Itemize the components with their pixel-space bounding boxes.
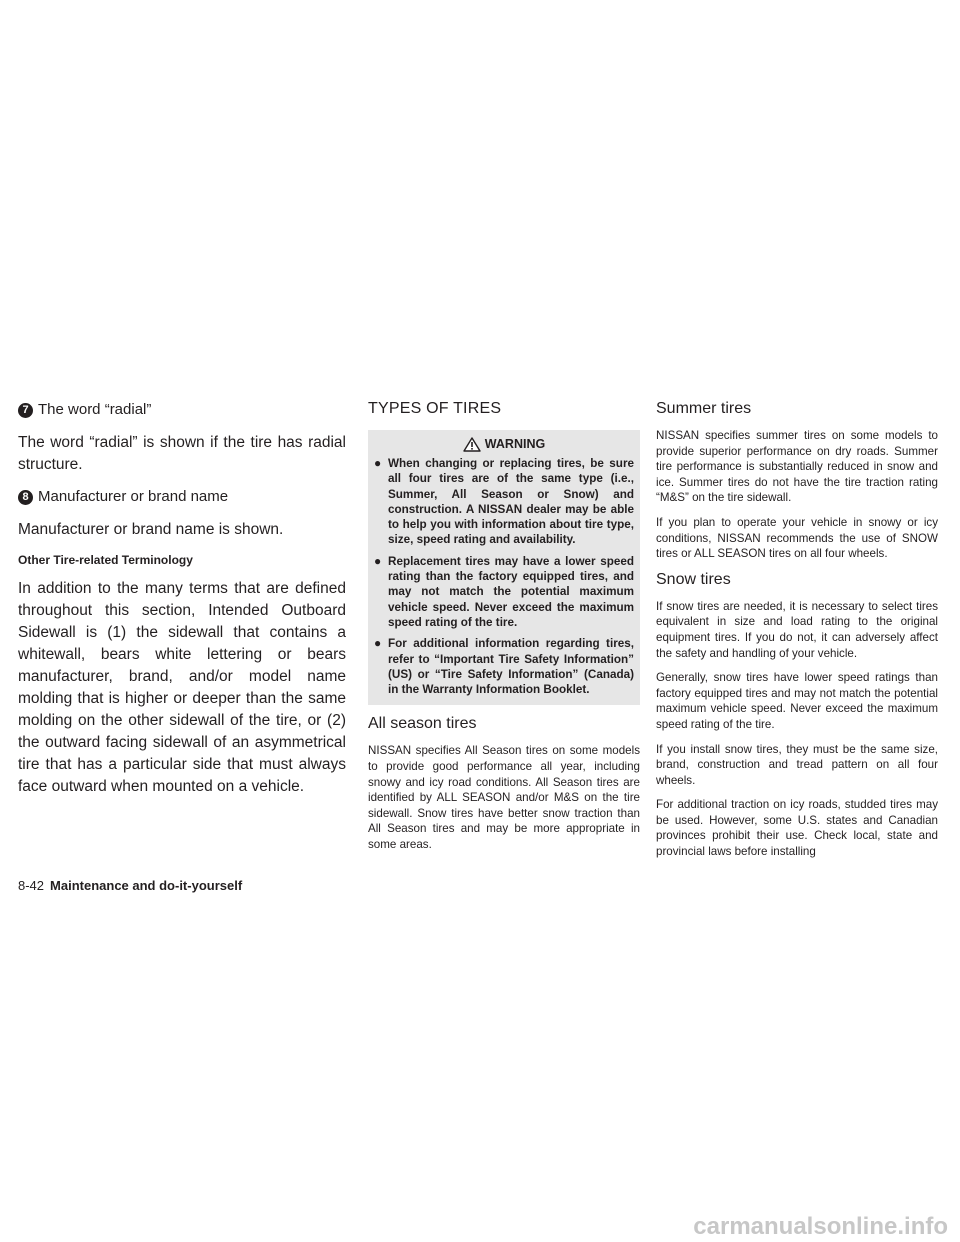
warning-triangle-icon [463, 437, 481, 452]
item-8-description: Manufacturer or brand name is shown. [18, 521, 284, 538]
callout-item-8 [18, 487, 346, 507]
snow-tires-heading: Snow tires [656, 570, 731, 588]
terminology-paragraph: In addition to the many terms that are defined throughout this section, Intended Outboard Sidewall is (1) the sidewall that contains a whitewall, bears white lettering or bears manufacturer, brand, and/or model name molding that is higher or deeper than the same molding on the other sidewall of the tire, or (2) the outward facing sidewall of an asymmetrical tire that has a particular side that must always face outward when mounted on a vehicle. [18, 580, 346, 795]
column-3 [656, 400, 938, 869]
summer-paragraph-1: NISSAN specifies summer tires on some models to provide superior performance on dry roads. Summer tire performance is substantially reduced in snow and ice. Summer tires do not have the tire traction rating “M&S” on the tire sidewall. [656, 429, 938, 505]
warning-bullet-text: For additional information regarding tires, refer to “Important Tire Safety Information” (US) or “Tire Safety Information” (Canada) in the Warranty Information Booklet. [388, 637, 634, 697]
snow-paragraph-1: If snow tires are needed, it is necessary to select tires equivalent in size and load rating to the original equipment tires. If you do not, it can adversely affect the safety and handling of your vehicle. [656, 599, 938, 660]
warning-bullet-3 [374, 636, 634, 697]
bullet-icon: ● [374, 636, 382, 651]
bullet-icon: ● [374, 456, 382, 470]
item-7-description: The word “radial” is shown if the tire has radial structure. [18, 434, 346, 473]
snow-paragraph-2: Generally, snow tires have lower speed ratings than factory equipped tires and may not match the potential maximum vehicle speed. Never exceed the maximum speed rating of the tire. [656, 671, 938, 731]
callout-label-8: Manufacturer or brand name [38, 488, 229, 505]
watermark: carmanualsonline.info [693, 1213, 948, 1240]
terminology-heading: Other Tire-related Terminology [18, 553, 193, 567]
page-footer [18, 878, 242, 894]
snow-paragraph-3: If you install snow tires, they must be the same size, brand, construction and tread pattern on all four wheels. [656, 742, 938, 787]
column-1 [18, 400, 346, 809]
all-season-paragraph: NISSAN specifies All Season tires on some models to provide good performance all year, including snowy and icy road conditions. All Season tires are identified by ALL SEASON and/or M&S on the tire sidewall. Snow tires have better snow traction than All Season tires and may be more appropriate in some areas. [368, 744, 640, 852]
all-season-heading: All season tires [368, 715, 477, 733]
warning-title [374, 436, 634, 452]
warning-title-text: WARNING [484, 437, 546, 451]
warning-bullet-1 [374, 456, 634, 548]
types-of-tires-heading: TYPES OF TIRES [368, 400, 502, 417]
callout-label-7: The word “radial” [38, 401, 152, 418]
section-title: Maintenance and do-it-yourself [50, 878, 243, 893]
callout-number-7: 7 [18, 403, 33, 418]
warning-bullet-text: When changing or replacing tires, be sure all four tires are of the same type (i.e., Summer, All Season or Snow) and construction. A NISSAN dealer may be able to help you with information about tire type, size, speed rating and availability. [388, 457, 634, 547]
summer-paragraph-2: If you plan to operate your vehicle in snowy or icy conditions, NISSAN recommends the use of SNOW tires or ALL SEASON tires on all four wheels. [656, 515, 938, 561]
warning-box [368, 430, 640, 705]
bullet-icon: ● [374, 553, 382, 568]
summer-tires-heading: Summer tires [656, 400, 752, 417]
callout-item-7 [18, 400, 346, 420]
warning-bullet-2 [374, 554, 634, 630]
warning-list [374, 456, 634, 697]
warning-bullet-text: Replacement tires may have a lower speed rating than the factory equipped tires, and may not match the potential maximum vehicle speed. Never exceed the maximum speed rating of the tire. [388, 554, 634, 629]
column-2 [368, 400, 640, 862]
callout-number-8: 8 [18, 490, 33, 505]
page-number: 8-42 [18, 878, 45, 893]
snow-paragraph-4: For additional traction on icy roads, studded tires may be used. However, some U.S. states and Canadian provinces prohibit their use. Check local, state and provincial laws before installing [656, 798, 938, 859]
